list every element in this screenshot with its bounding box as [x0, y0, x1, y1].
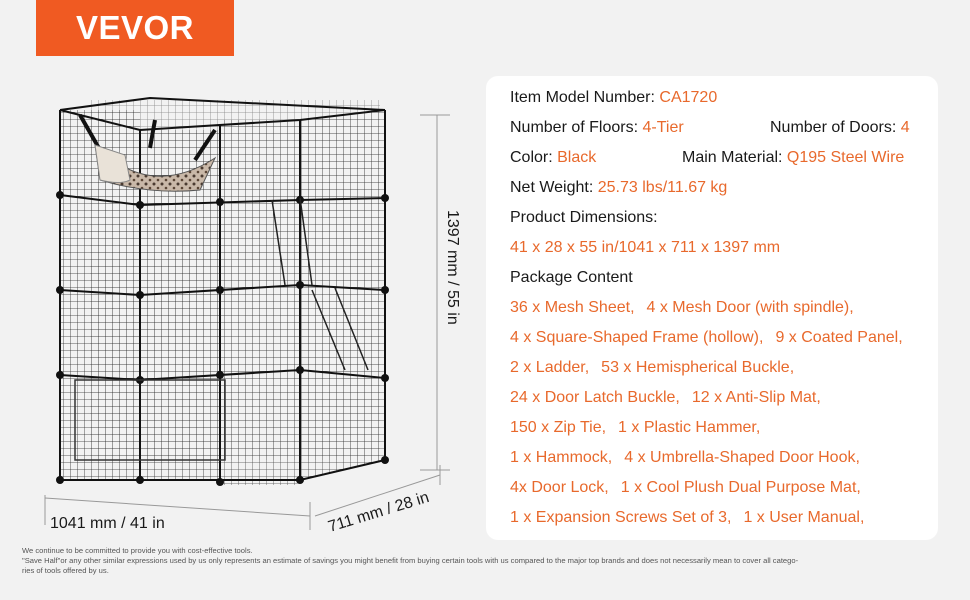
spec-floors-label: Number of Floors: — [510, 119, 643, 136]
spec-doors-value: 4 — [900, 119, 910, 136]
spec-floors-value: 4-Tier — [642, 119, 684, 136]
package-item: 1 x User Manual, — [743, 509, 865, 526]
package-line — [510, 478, 861, 498]
package-content-label: Package Content — [510, 269, 633, 286]
package-item: 12 x Anti-Slip Mat, — [691, 389, 821, 406]
spec-doors-label: Number of Doors: — [770, 119, 901, 136]
cage-front-left — [60, 110, 300, 485]
spec-material — [682, 148, 904, 168]
cage-side-right — [300, 110, 385, 480]
package-item: 4 x Square-Shaped Frame (hollow), — [510, 329, 764, 346]
spec-floors — [510, 118, 684, 138]
disclaimer-line: ries of tools offered by us. — [22, 566, 109, 575]
spec-card — [486, 76, 938, 540]
spec-weight — [510, 178, 727, 198]
package-item: 150 x Zip Tie, — [510, 419, 607, 436]
brand-name: VEVOR — [75, 9, 195, 46]
package-item: 1 x Expansion Screws Set of 3, — [510, 509, 732, 526]
package-item: 53 x Hemispherical Buckle, — [601, 359, 795, 376]
cage-drawing — [0, 70, 480, 540]
spec-color — [510, 148, 596, 168]
package-item: 1 x Plastic Hammer, — [618, 419, 761, 436]
disclaimer-line: "Save Half"or any other similar expressions used by us only represents an estimate of savings you might benefit from buying certain tools with us compared to the major top brands and does not necessarily mean to cover all catego- — [22, 556, 799, 565]
package-item: 36 x Mesh Sheet, — [510, 299, 635, 316]
package-item: 24 x Door Latch Buckle, — [510, 389, 680, 406]
spec-material-label: Main Material: — [682, 149, 787, 166]
package-line — [510, 328, 903, 348]
package-item: 9 x Coated Panel, — [775, 329, 903, 346]
package-line — [510, 358, 794, 378]
spec-model-value: CA1720 — [659, 89, 718, 106]
package-line — [510, 388, 821, 408]
package-item: 4x Door Lock, — [510, 479, 609, 496]
depth-label: 711 mm / 28 in — [326, 488, 432, 536]
package-line — [510, 448, 860, 468]
spec-weight-value: 25.73 lbs/11.67 kg — [597, 179, 728, 196]
height-label: 1397 mm / 55 in — [444, 210, 461, 325]
package-item: 1 x Cool Plush Dual Purpose Mat, — [620, 479, 861, 496]
package-line — [510, 298, 854, 318]
product-illustration — [0, 70, 480, 540]
spec-material-value: Q195 Steel Wire — [786, 149, 905, 166]
spec-dimensions-value: 41 x 28 x 55 in/1041 x 711 x 1397 mm — [510, 239, 781, 256]
package-item: 4 x Umbrella-Shaped Door Hook, — [624, 449, 860, 466]
disclaimer-line: We continue to be committed to provide you with cost-effective tools. — [22, 546, 253, 555]
package-item: 2 x Ladder, — [510, 359, 590, 376]
brand-logo — [36, 0, 234, 56]
disclaimer — [22, 546, 952, 576]
spec-weight-label: Net Weight: — [510, 179, 598, 196]
package-item: 1 x Hammock, — [510, 449, 613, 466]
package-line — [510, 508, 864, 528]
spec-color-label: Color: — [510, 149, 558, 166]
width-label: 1041 mm / 41 in — [50, 515, 165, 532]
spec-model-label: Item Model Number: — [510, 89, 660, 106]
package-item: 4 x Mesh Door (with spindle), — [646, 299, 854, 316]
spec-doors — [770, 118, 910, 138]
package-line — [510, 418, 760, 438]
spec-model — [510, 88, 717, 108]
spec-color-value: Black — [557, 149, 597, 166]
spec-dimensions-label: Product Dimensions: — [510, 209, 658, 226]
